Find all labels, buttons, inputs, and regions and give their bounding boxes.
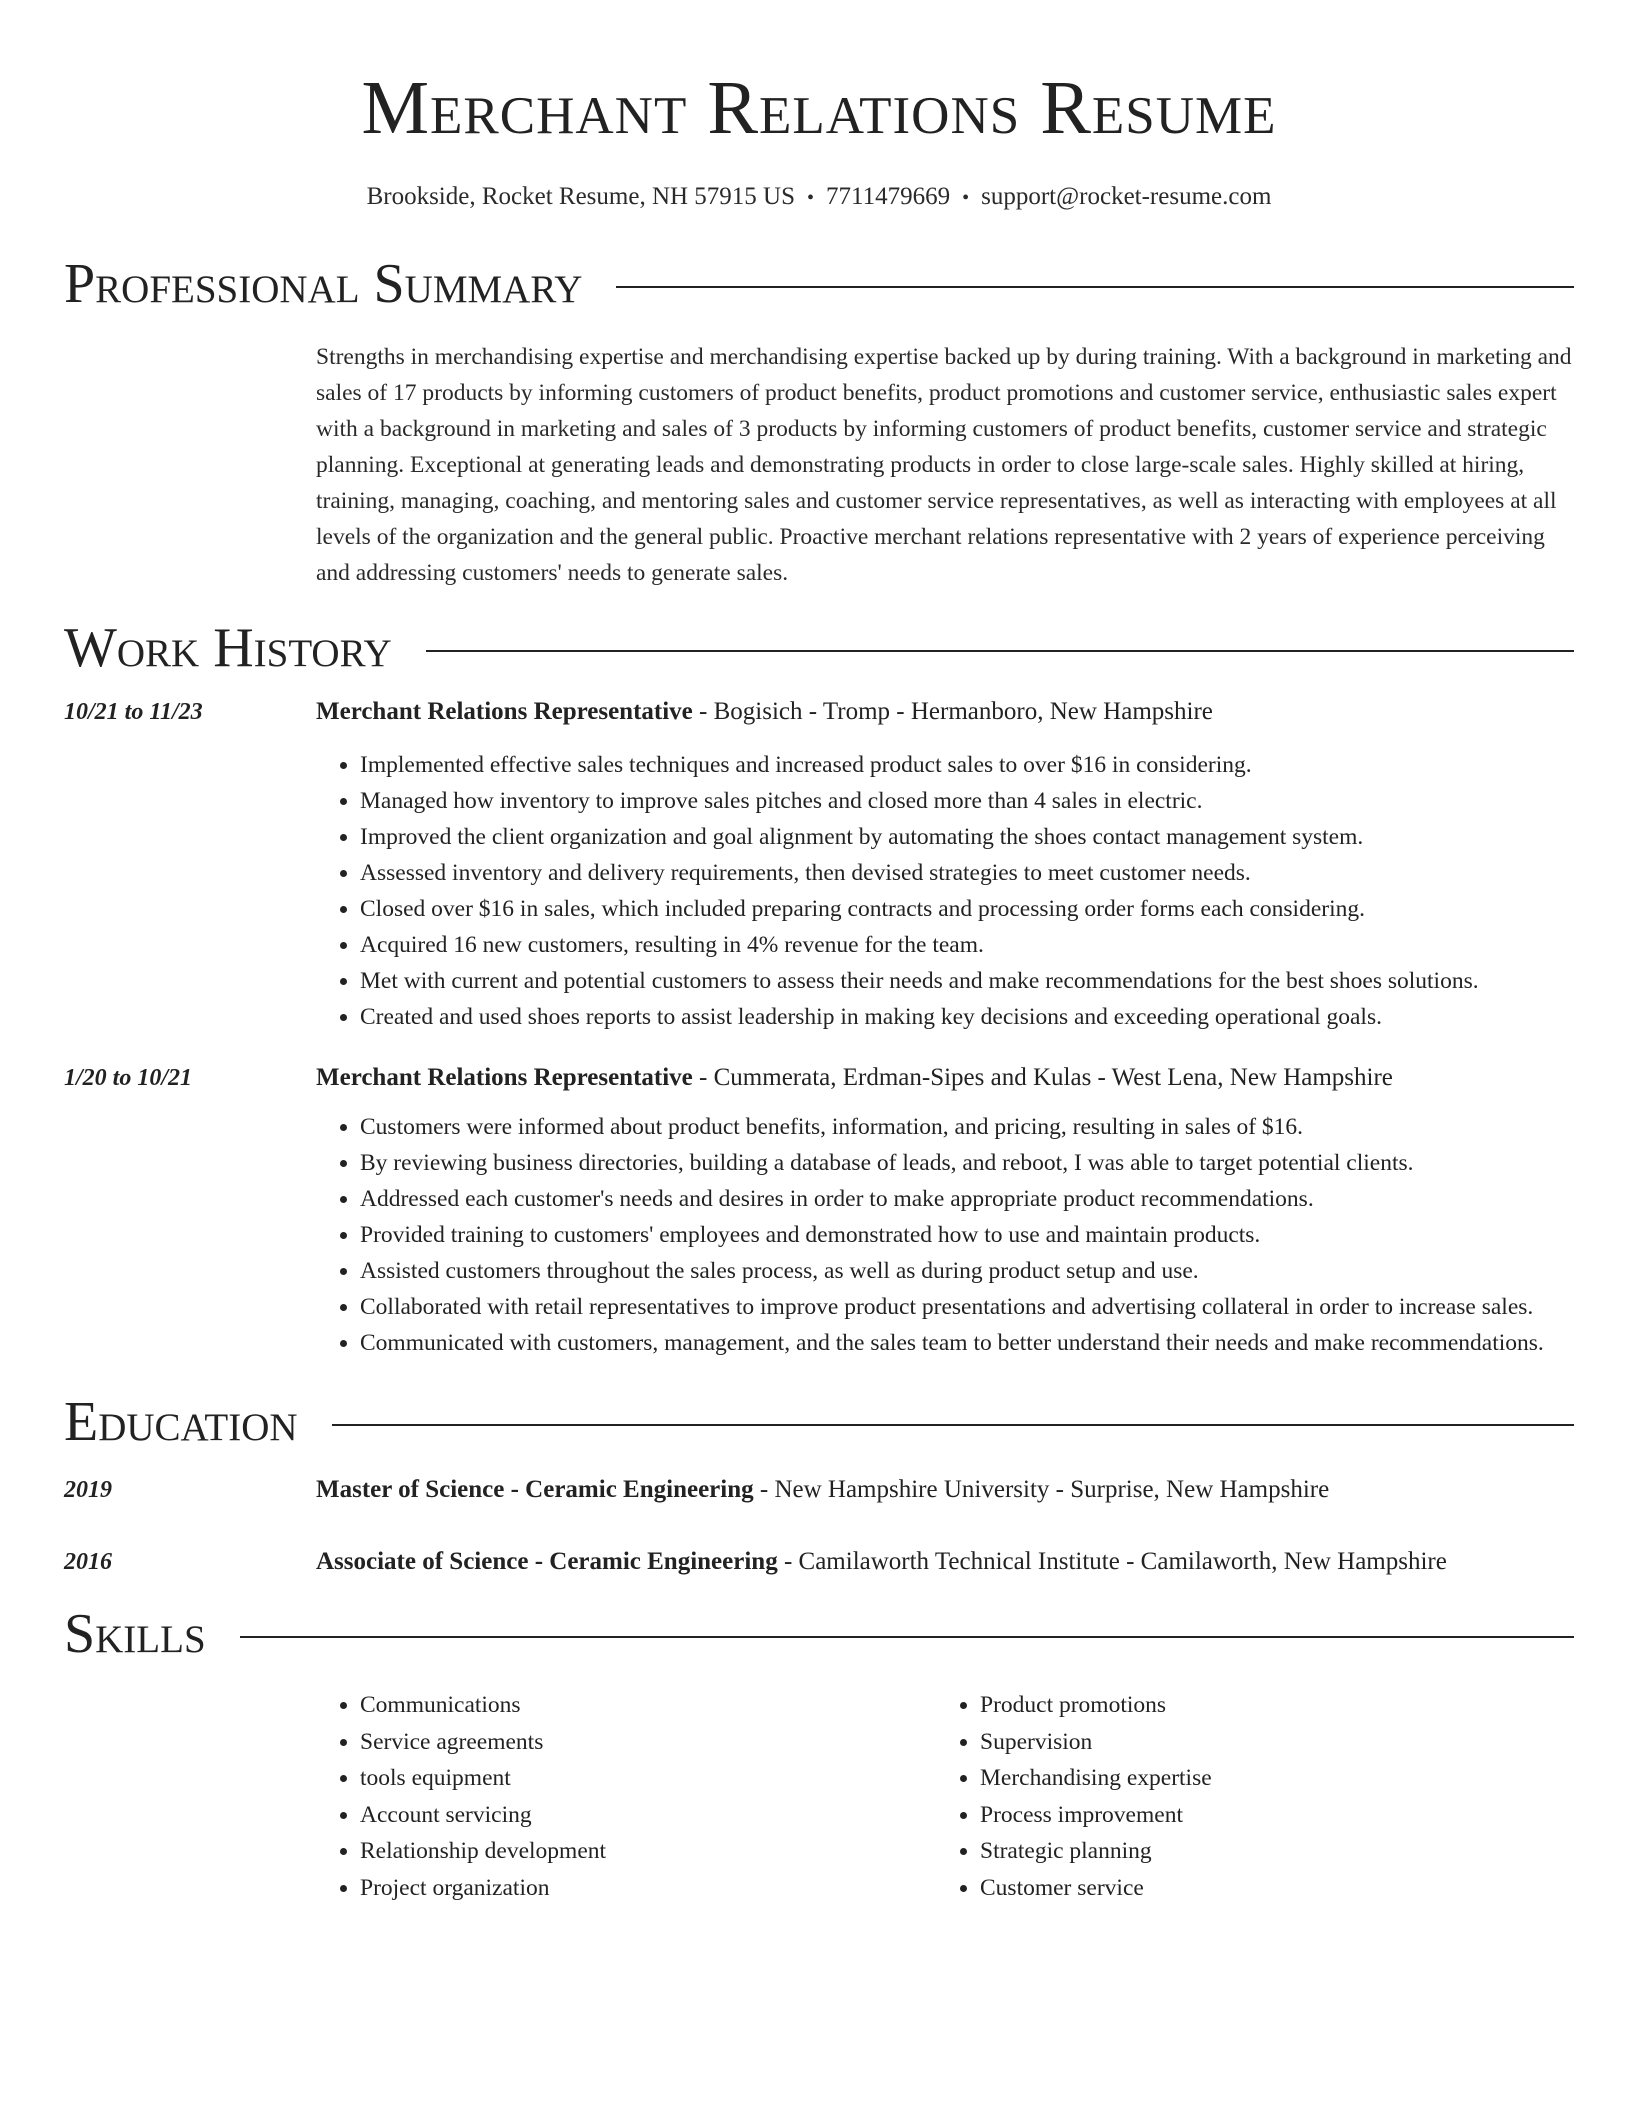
skill-item: • Merchandising expertise: [980, 1760, 1556, 1797]
list-item: • Managed how inventory to improve sales pitches and closed more than 4 sales in electric.: [360, 783, 1574, 819]
skill-item: • Strategic planning: [980, 1833, 1556, 1870]
job-title: Merchant Relations Representative: [316, 698, 693, 725]
summary-section-header: [64, 251, 1574, 317]
skill-item: • Process improvement: [980, 1797, 1556, 1834]
skills-list-right: [936, 1687, 1556, 1906]
job-header: [64, 695, 1574, 729]
education-details: - New Hampshire University - Surprise, New Hampshire: [753, 1476, 1330, 1503]
skills-list-left: [316, 1687, 936, 1906]
job-bullet-list: [316, 747, 1574, 1035]
education-year: 2016: [64, 1549, 112, 1575]
job-details: - Cummerata, Erdman-Sipes and Kulas - West Lena, New Hampshire: [692, 1064, 1393, 1091]
skill-item: • tools equipment: [360, 1760, 936, 1797]
skills-heading: Skills: [64, 1603, 206, 1665]
contact-separator: •: [807, 187, 815, 209]
skill-item: • Communications: [360, 1687, 936, 1724]
section-divider: [332, 1424, 1574, 1426]
work-section-header: [64, 615, 1574, 681]
resume-title: Merchant Relations Resume: [361, 66, 1277, 150]
list-item: • Met with current and potential customers to assess their needs and make recommendations for the best shoes solutions.: [360, 963, 1574, 999]
summary-section: [64, 317, 1574, 591]
list-item: • Collaborated with retail representatives to improve product presentations and advertising collateral in order to increase sales.: [360, 1289, 1574, 1325]
list-item: • Created and used shoes reports to assist leadership in making key decisions and exceeding operational goals.: [360, 999, 1574, 1035]
list-item: • Assisted customers throughout the sales process, as well as during product setup and use.: [360, 1253, 1574, 1289]
summary-heading: Professional Summary: [64, 253, 583, 315]
job-dates: 10/21 to 11/23: [64, 699, 203, 725]
resume-page: [64, 0, 1574, 1906]
job-bullet-list: [316, 1109, 1574, 1361]
list-item: • Implemented effective sales techniques and increased product sales to over $16 in considering.: [360, 747, 1574, 783]
contact-email[interactable]: support@rocket-resume.com: [981, 183, 1272, 210]
education-entry: [64, 1473, 1574, 1507]
list-item: • Assessed inventory and delivery requirements, then devised strategies to meet customer needs.: [360, 855, 1574, 891]
education-section-header: [64, 1389, 1574, 1455]
skill-item: • Relationship development: [360, 1833, 936, 1870]
skill-item: • Account servicing: [360, 1797, 936, 1834]
summary-text: Strengths in merchandising expertise and merchandising expertise backed up by during training. With a background in marketing and sales of 17 products by informing customers of product benefits, product promotions and customer service, enthusiastic sales expert with a background in marketing and sales of 3 products by informing customers of product benefits, customer service and strategic planning. Exceptional at generating leads and demonstrating products in order to close large-scale sales. Highly skilled at hiring, training, managing, coaching, and mentoring sales and customer service representatives, as well as interacting with employees at all levels of the organization and the general public. Proactive merchant relations representative with 2 years of experience perceiving and addressing customers' needs to generate sales.: [316, 344, 1572, 586]
contact-line: [64, 180, 1574, 215]
education-degree: Associate of Science - Ceramic Engineering: [316, 1548, 778, 1575]
education-details: - Camilaworth Technical Institute - Camilaworth, New Hampshire: [777, 1548, 1447, 1575]
list-item: • Acquired 16 new customers, resulting in 4% revenue for the team.: [360, 927, 1574, 963]
job-details: - Bogisich - Tromp - Hermanboro, New Hampshire: [692, 698, 1213, 725]
job-title: Merchant Relations Representative: [316, 1064, 693, 1091]
education-heading: Education: [64, 1391, 298, 1453]
skill-item: • Project organization: [360, 1870, 936, 1907]
skill-item: • Supervision: [980, 1724, 1556, 1761]
skill-item: • Product promotions: [980, 1687, 1556, 1724]
section-divider: [426, 650, 1574, 652]
skills-section: [64, 1687, 1574, 1906]
list-item: • Improved the client organization and goal alignment by automating the shoes contact management system.: [360, 819, 1574, 855]
job-entry: [64, 695, 1574, 1035]
job-header: [64, 1061, 1574, 1095]
list-item: • Closed over $16 in sales, which included preparing contracts and processing order forms each considering.: [360, 891, 1574, 927]
education-year: 2019: [64, 1477, 112, 1503]
skills-section-header: [64, 1601, 1574, 1667]
job-dates: 1/20 to 10/21: [64, 1065, 193, 1091]
list-item: • Communicated with customers, management, and the sales team to better understand their needs and make recommendations.: [360, 1325, 1574, 1361]
education-degree: Master of Science - Ceramic Engineering: [316, 1476, 754, 1503]
contact-phone: 7711479669: [826, 183, 951, 210]
education-entry: [64, 1545, 1574, 1579]
list-item: • Provided training to customers' employees and demonstrated how to use and maintain products.: [360, 1217, 1574, 1253]
section-divider: [616, 286, 1574, 288]
section-divider: [240, 1636, 1574, 1638]
contact-separator: •: [962, 187, 970, 209]
contact-address: Brookside, Rocket Resume, NH 57915 US: [366, 183, 796, 210]
list-item: • By reviewing business directories, building a database of leads, and reboot, I was able to target potential clients.: [360, 1145, 1574, 1181]
list-item: • Customers were informed about product benefits, information, and pricing, resulting in sales of $16.: [360, 1109, 1574, 1145]
list-item: • Addressed each customer's needs and desires in order to make appropriate product recommendations.: [360, 1181, 1574, 1217]
work-heading: Work History: [64, 617, 392, 679]
skill-item: • Service agreements: [360, 1724, 936, 1761]
job-entry: [64, 1061, 1574, 1361]
skill-item: • Customer service: [980, 1870, 1556, 1907]
